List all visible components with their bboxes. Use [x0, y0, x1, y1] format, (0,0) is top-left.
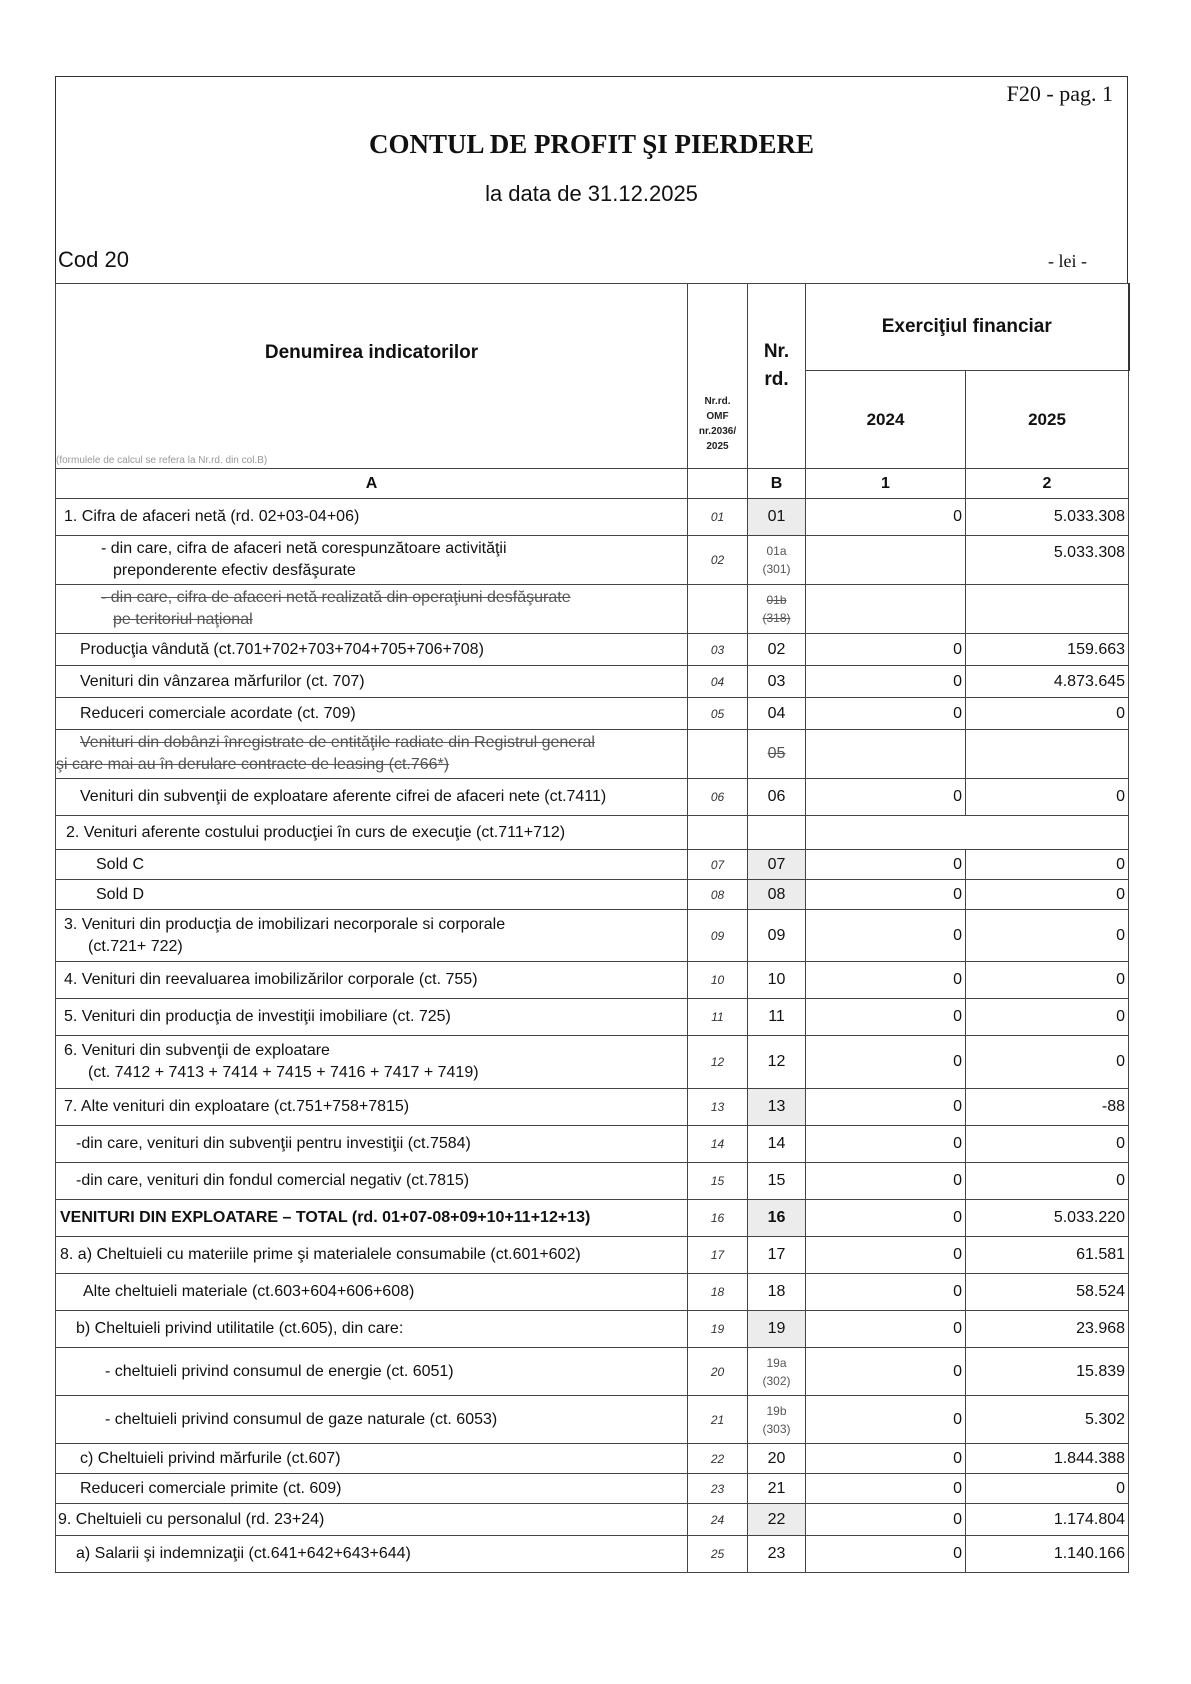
row-value-empty — [806, 816, 1129, 850]
row-nr: 12 — [748, 1036, 806, 1089]
row-value-2025: 15.839 — [966, 1348, 1129, 1396]
row-nr: 11 — [748, 999, 806, 1036]
row-value-2025 — [966, 730, 1129, 779]
row-nr: 19a (302) — [748, 1348, 806, 1396]
row-value-2024: 0 — [806, 962, 966, 999]
table-row — [56, 1311, 1129, 1348]
header-formula-note: (formulele de calcul se refera la Nr.rd. din col.B) — [56, 455, 268, 466]
row-value-2025: 0 — [966, 962, 1129, 999]
header-nr-rd — [748, 284, 806, 469]
row-nr: 01b (318) — [748, 585, 806, 634]
header-omf-line: OMF — [706, 411, 729, 422]
table-row — [56, 999, 1129, 1036]
table-row — [56, 1474, 1129, 1504]
row-value-2024: 0 — [806, 910, 966, 962]
row-value-2024 — [806, 730, 966, 779]
header-year-2025: 2025 — [966, 371, 1129, 469]
row-label — [56, 536, 688, 585]
row-value-2024: 0 — [806, 499, 966, 536]
row-nr: 18 — [748, 1274, 806, 1311]
row-omf: 09 — [688, 910, 748, 962]
table-row — [56, 1348, 1129, 1396]
row-value-2024: 0 — [806, 1126, 966, 1163]
row-omf — [688, 585, 748, 634]
row-value-2024: 0 — [806, 634, 966, 666]
row-value-2024: 0 — [806, 1089, 966, 1126]
row-label-line: preponderente efectiv desfăşurate — [113, 562, 356, 579]
row-nr — [748, 816, 806, 850]
row-value-2025: 0 — [966, 1126, 1129, 1163]
row-omf: 16 — [688, 1200, 748, 1237]
row-value-2025: 0 — [966, 1474, 1129, 1504]
column-letters-row — [56, 469, 1129, 499]
row-value-2024: 0 — [806, 698, 966, 730]
row-value-2024: 0 — [806, 850, 966, 880]
table-row — [56, 698, 1129, 730]
row-value-2024: 0 — [806, 1348, 966, 1396]
row-nr: 16 — [748, 1200, 806, 1237]
row-label: Producţia vândută (ct.701+702+703+704+705+706+708) — [56, 634, 688, 666]
table-row — [56, 536, 1129, 585]
header-frame — [55, 76, 1128, 283]
row-value-2024: 0 — [806, 1396, 966, 1444]
row-label: Venituri din subvenţii de exploatare aferente cifrei de afaceri nete (ct.7411) — [56, 779, 688, 816]
page-label: F20 - pag. 1 — [1006, 81, 1113, 106]
row-nr: 21 — [748, 1474, 806, 1504]
row-value-2024: 0 — [806, 1163, 966, 1200]
header-omf-line: Nr.rd. — [704, 396, 731, 407]
row-value-2025: 0 — [966, 779, 1129, 816]
row-label: 5. Venituri din producţia de investiţii imobiliare (ct. 725) — [56, 999, 688, 1036]
row-label — [56, 730, 688, 779]
table-row — [56, 1163, 1129, 1200]
document-title: CONTUL DE PROFIT ŞI PIERDERE — [368, 129, 815, 159]
col-letter-b: B — [748, 469, 806, 499]
row-label-line: (ct.721+ 722) — [88, 937, 183, 955]
row-label: b) Cheltuieli privind utilitatile (ct.605), din care: — [56, 1311, 688, 1348]
table-row — [56, 962, 1129, 999]
row-omf: 15 — [688, 1163, 748, 1200]
row-nr: 08 — [748, 880, 806, 910]
row-nr: 20 — [748, 1444, 806, 1474]
row-label: a) Salarii şi indemnizaţii (ct.641+642+643+644) — [56, 1536, 688, 1573]
row-value-2024: 0 — [806, 1200, 966, 1237]
row-value-2025: 61.581 — [966, 1237, 1129, 1274]
header-denumire-cell — [56, 284, 688, 469]
row-nr: 01 — [748, 499, 806, 536]
row-value-2025: 4.873.645 — [966, 666, 1129, 698]
row-value-2024: 0 — [806, 1536, 966, 1573]
row-omf: 25 — [688, 1536, 748, 1573]
col-letter-a: A — [56, 469, 688, 499]
row-omf: 08 — [688, 880, 748, 910]
table-row — [56, 666, 1129, 698]
header-exercitiu: Exerciţiul financiar — [806, 284, 1129, 371]
row-value-2025: 1.174.804 — [966, 1504, 1129, 1536]
row-value-2025: 0 — [966, 880, 1129, 910]
row-label: Sold C — [56, 850, 688, 880]
row-value-2024: 0 — [806, 666, 966, 698]
row-value-2025: 0 — [966, 910, 1129, 962]
table-row — [56, 730, 1129, 779]
row-label — [56, 910, 688, 962]
row-omf — [688, 816, 748, 850]
table-row — [56, 1126, 1129, 1163]
header-denumire: Denumirea indicatorilor — [264, 342, 479, 363]
row-nr: 19b (303) — [748, 1396, 806, 1444]
row-omf: 17 — [688, 1237, 748, 1274]
row-nr: 22 — [748, 1504, 806, 1536]
row-label — [56, 585, 688, 634]
row-label: Venituri din vânzarea mărfurilor (ct. 707) — [56, 666, 688, 698]
row-nr: 14 — [748, 1126, 806, 1163]
header-rd: rd. — [764, 369, 789, 390]
row-omf: 19 — [688, 1311, 748, 1348]
row-value-2025: 0 — [966, 1036, 1129, 1089]
row-nr: 15 — [748, 1163, 806, 1200]
row-value-2024: 0 — [806, 1504, 966, 1536]
row-omf: 03 — [688, 634, 748, 666]
document-date: la data de 31.12.2025 — [485, 181, 698, 206]
row-label: 8. a) Cheltuieli cu materiile prime şi materialele consumabile (ct.601+602) — [56, 1237, 688, 1274]
row-omf: 21 — [688, 1396, 748, 1444]
row-value-2025: 1.140.166 — [966, 1536, 1129, 1573]
row-omf: 05 — [688, 698, 748, 730]
table-row — [56, 499, 1129, 536]
row-nr: 10 — [748, 962, 806, 999]
row-omf: 07 — [688, 850, 748, 880]
header-year-2024: 2024 — [806, 371, 966, 469]
row-value-2025: 0 — [966, 999, 1129, 1036]
table-row — [56, 880, 1129, 910]
row-nr: 03 — [748, 666, 806, 698]
row-nr: 09 — [748, 910, 806, 962]
form-code: Cod 20 — [58, 247, 129, 272]
row-label: - cheltuieli privind consumul de gaze naturale (ct. 6053) — [56, 1396, 688, 1444]
profit-loss-table — [55, 283, 1130, 1573]
row-label: VENITURI DIN EXPLOATARE – TOTAL (rd. 01+07-08+09+10+11+12+13) — [56, 1200, 688, 1237]
row-nr: 02 — [748, 634, 806, 666]
table-row — [56, 585, 1129, 634]
row-label-line: (ct. 7412 + 7413 + 7414 + 7415 + 7416 + 7417 + 7419) — [88, 1064, 479, 1081]
row-label-line: 6. Venituri din subvenţii de exploatare — [64, 1042, 330, 1059]
row-value-2025: 159.663 — [966, 634, 1129, 666]
row-value-2024: 0 — [806, 1036, 966, 1089]
row-label: 7. Alte venituri din exploatare (ct.751+758+7815) — [56, 1089, 688, 1126]
table-row — [56, 1089, 1129, 1126]
row-omf: 22 — [688, 1444, 748, 1474]
table-row — [56, 1536, 1129, 1573]
row-omf: 06 — [688, 779, 748, 816]
table-row — [56, 1396, 1129, 1444]
row-omf: 01 — [688, 499, 748, 536]
row-omf: 11 — [688, 999, 748, 1036]
row-label: Reduceri comerciale acordate (ct. 709) — [56, 698, 688, 730]
row-value-2024: 0 — [806, 1474, 966, 1504]
row-label-line: Venituri din dobânzi înregistrate de entităţile radiate din Registrul general — [80, 734, 595, 751]
row-label: 4. Venituri din reevaluarea imobilizărilor corporale (ct. 755) — [56, 962, 688, 999]
header-nr: Nr. — [763, 341, 790, 362]
row-nr: 01a (301) — [748, 536, 806, 585]
table-row — [56, 1036, 1129, 1089]
header-omf — [688, 394, 747, 454]
row-label-line: - din care, cifra de afaceri netă corespunzătoare activităţii — [101, 540, 507, 557]
table-row — [56, 634, 1129, 666]
row-omf: 23 — [688, 1474, 748, 1504]
header-omf-cell — [688, 284, 748, 469]
row-value-2025: 5.033.220 — [966, 1200, 1129, 1237]
row-omf — [688, 730, 748, 779]
row-omf: 02 — [688, 536, 748, 585]
row-label: Sold D — [56, 880, 688, 910]
row-label-line: 3. Venituri din producţia de imobilizari necorporale si corporale — [64, 915, 506, 933]
header-omf-line: nr.2036/ — [698, 426, 737, 437]
row-nr: 06 — [748, 779, 806, 816]
table-row — [56, 1504, 1129, 1536]
row-value-2025: 0 — [966, 1163, 1129, 1200]
row-value-2024: 0 — [806, 999, 966, 1036]
row-nr: 17 — [748, 1237, 806, 1274]
row-omf: 10 — [688, 962, 748, 999]
row-value-2025: 5.302 — [966, 1396, 1129, 1444]
row-label — [56, 1036, 688, 1089]
row-label: Reduceri comerciale primite (ct. 609) — [56, 1474, 688, 1504]
currency-unit: - lei - — [1048, 251, 1087, 271]
row-value-2025: 23.968 — [966, 1311, 1129, 1348]
table-row — [56, 910, 1129, 962]
table-row — [56, 850, 1129, 880]
row-value-2024: 0 — [806, 880, 966, 910]
row-value-2024 — [806, 585, 966, 634]
row-nr: 07 — [748, 850, 806, 880]
row-value-2024: 0 — [806, 1237, 966, 1274]
row-value-2024: 0 — [806, 779, 966, 816]
row-omf: 20 — [688, 1348, 748, 1396]
row-nr: 23 — [748, 1536, 806, 1573]
row-nr: 19 — [748, 1311, 806, 1348]
row-value-2025: 0 — [966, 698, 1129, 730]
row-value-2025: 0 — [966, 850, 1129, 880]
row-value-2025: 5.033.308 — [966, 499, 1129, 536]
row-label: Alte cheltuieli materiale (ct.603+604+606+608) — [56, 1274, 688, 1311]
table-row — [56, 1274, 1129, 1311]
row-label: 2. Venituri aferente costului producţiei în curs de execuţie (ct.711+712) — [56, 816, 688, 850]
row-value-2025 — [966, 585, 1129, 634]
row-nr: 13 — [748, 1089, 806, 1126]
table-row — [56, 1237, 1129, 1274]
row-label: 9. Cheltuieli cu personalul (rd. 23+24) — [56, 1504, 688, 1536]
row-value-2025: 1.844.388 — [966, 1444, 1129, 1474]
col-letter-1: 1 — [806, 469, 966, 499]
table-row — [56, 779, 1129, 816]
row-label: - cheltuieli privind consumul de energie (ct. 6051) — [56, 1348, 688, 1396]
row-omf: 13 — [688, 1089, 748, 1126]
row-omf: 14 — [688, 1126, 748, 1163]
row-value-2025: -88 — [966, 1089, 1129, 1126]
row-label: 1. Cifra de afaceri netă (rd. 02+03-04+06) — [56, 499, 688, 536]
row-label: -din care, venituri din fondul comercial negativ (ct.7815) — [56, 1163, 688, 1200]
row-nr: 05 — [748, 730, 806, 779]
col-letter-2: 2 — [966, 469, 1129, 499]
table-row — [56, 816, 1129, 850]
row-omf: 18 — [688, 1274, 748, 1311]
table-row — [56, 1200, 1129, 1237]
row-label: c) Cheltuieli privind mărfurile (ct.607) — [56, 1444, 688, 1474]
table-row — [56, 1444, 1129, 1474]
row-value-2024: 0 — [806, 1274, 966, 1311]
row-label-line: şi care mai au în derulare contracte de leasing (ct.766*) — [56, 756, 450, 773]
header-omf-line: 2025 — [706, 441, 729, 452]
row-omf: 24 — [688, 1504, 748, 1536]
row-omf: 12 — [688, 1036, 748, 1089]
row-value-2024: 0 — [806, 1444, 966, 1474]
row-label-line: - din care, cifra de afaceri netă realizată din operaţiuni desfăşurate — [101, 589, 571, 606]
row-value-2024 — [806, 536, 966, 585]
row-value-2024: 0 — [806, 1311, 966, 1348]
row-value-2025: 58.524 — [966, 1274, 1129, 1311]
row-value-2025: 5.033.308 — [966, 536, 1129, 585]
row-nr: 04 — [748, 698, 806, 730]
col-letter-omf — [688, 469, 748, 499]
row-omf: 04 — [688, 666, 748, 698]
row-label: -din care, venituri din subvenţii pentru investiţii (ct.7584) — [56, 1126, 688, 1163]
row-label-line: pe teritoriul naţional — [113, 611, 253, 628]
